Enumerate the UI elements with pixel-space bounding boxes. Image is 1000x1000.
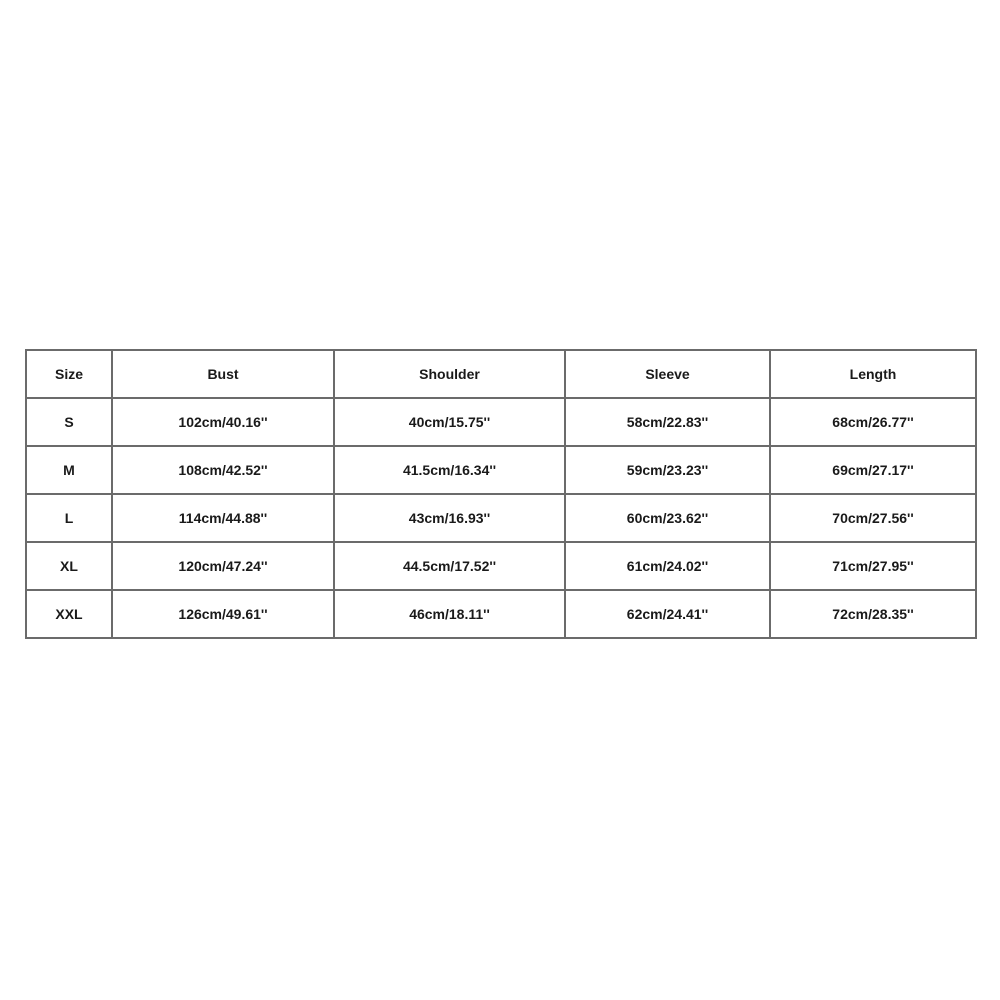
cell-bust: 126cm/49.61'' [112,590,334,638]
cell-sleeve: 60cm/23.62'' [565,494,770,542]
cell-length: 71cm/27.95'' [770,542,976,590]
cell-shoulder: 41.5cm/16.34'' [334,446,565,494]
cell-bust: 114cm/44.88'' [112,494,334,542]
cell-length: 68cm/26.77'' [770,398,976,446]
table-row [26,446,976,494]
header-length: Length [770,350,976,398]
size-chart-table [25,349,977,639]
cell-size: XL [26,542,112,590]
table-row [26,590,976,638]
cell-sleeve: 62cm/24.41'' [565,590,770,638]
cell-bust: 102cm/40.16'' [112,398,334,446]
cell-sleeve: 61cm/24.02'' [565,542,770,590]
cell-sleeve: 59cm/23.23'' [565,446,770,494]
cell-shoulder: 46cm/18.11'' [334,590,565,638]
cell-length: 69cm/27.17'' [770,446,976,494]
header-size: Size [26,350,112,398]
cell-size: XXL [26,590,112,638]
header-shoulder: Shoulder [334,350,565,398]
cell-length: 72cm/28.35'' [770,590,976,638]
cell-size: M [26,446,112,494]
cell-sleeve: 58cm/22.83'' [565,398,770,446]
table-row [26,494,976,542]
cell-shoulder: 43cm/16.93'' [334,494,565,542]
cell-size: S [26,398,112,446]
cell-bust: 120cm/47.24'' [112,542,334,590]
cell-size: L [26,494,112,542]
cell-shoulder: 44.5cm/17.52'' [334,542,565,590]
header-bust: Bust [112,350,334,398]
table-row [26,398,976,446]
cell-length: 70cm/27.56'' [770,494,976,542]
header-sleeve: Sleeve [565,350,770,398]
cell-bust: 108cm/42.52'' [112,446,334,494]
cell-shoulder: 40cm/15.75'' [334,398,565,446]
table-row [26,542,976,590]
table-header-row [26,350,976,398]
